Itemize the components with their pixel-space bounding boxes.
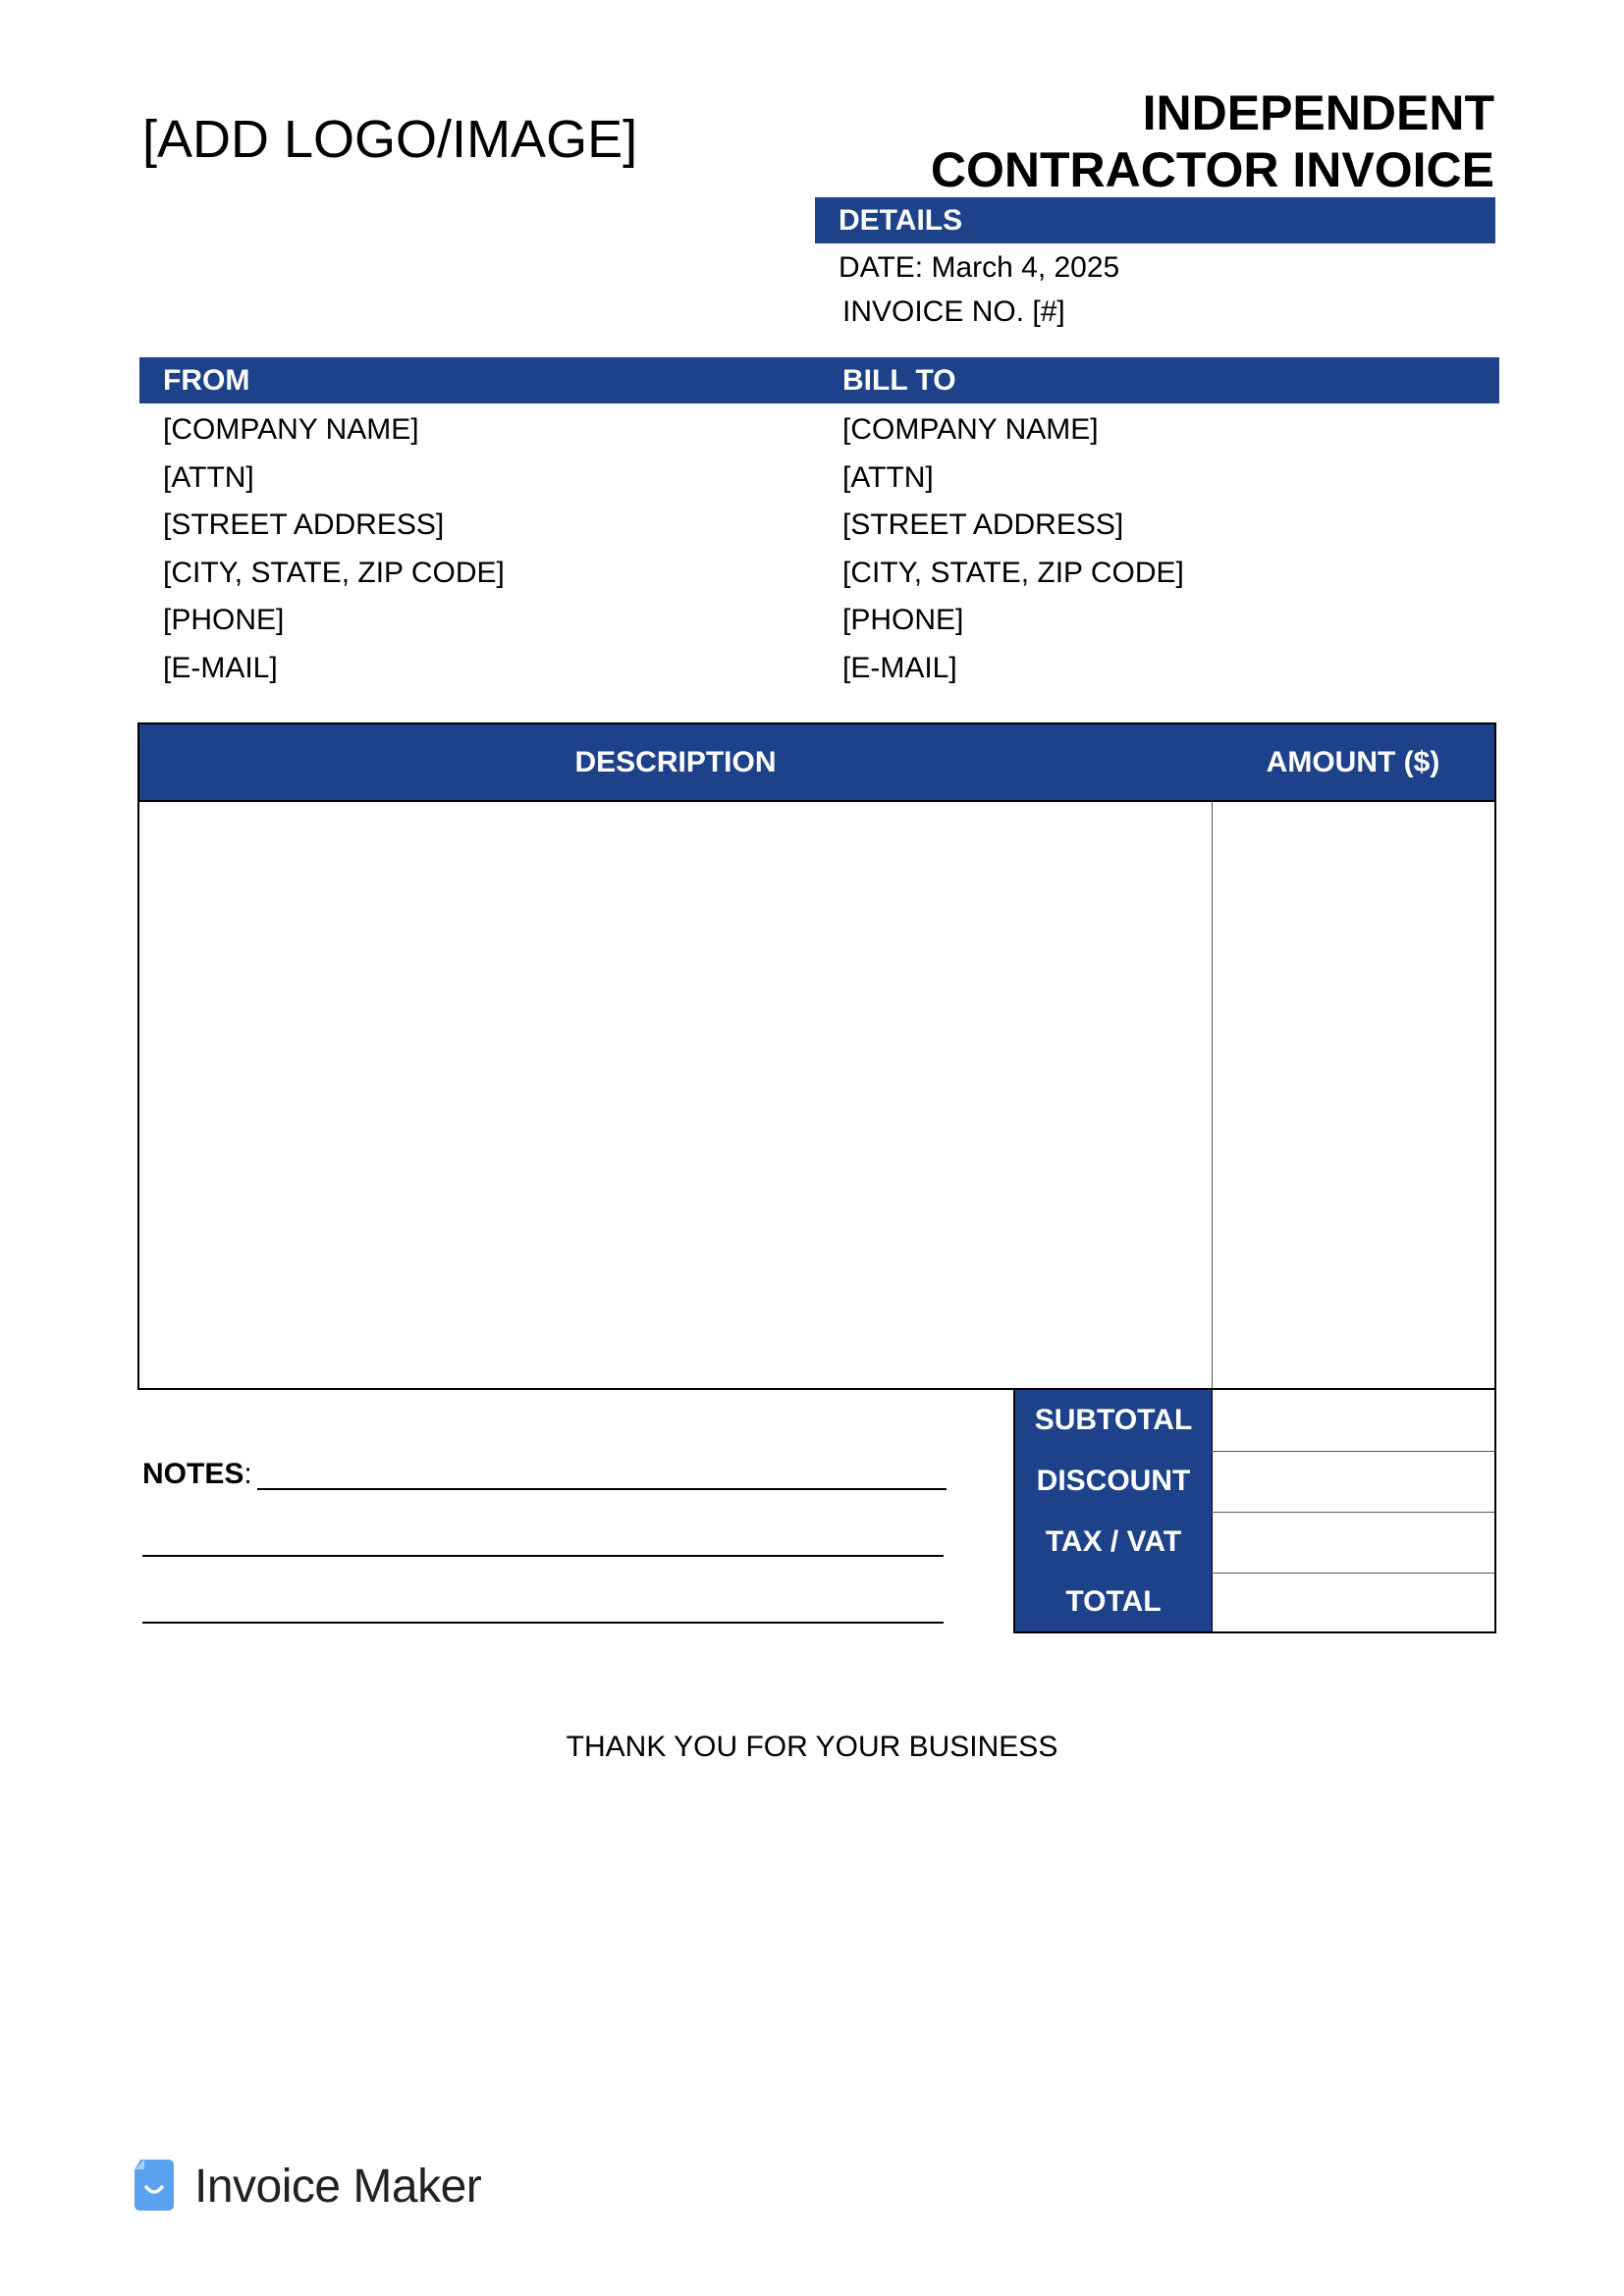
notes-line-3[interactable]: [142, 1622, 944, 1624]
from-city-state-zip[interactable]: [CITY, STATE, ZIP CODE]: [163, 556, 505, 589]
from-heading: FROM: [163, 364, 250, 397]
total-label: TOTAL: [1015, 1573, 1212, 1631]
invoice-title: [748, 84, 1494, 198]
bill-to-company-name[interactable]: [COMPANY NAME]: [842, 413, 1099, 446]
subtotal-label: SUBTOTAL: [1015, 1390, 1212, 1451]
invoice-date[interactable]: DATE: March 4, 2025: [839, 251, 1120, 284]
invoice-number[interactable]: INVOICE NO. [#]: [842, 295, 1065, 328]
details-header-bar: [815, 197, 1495, 243]
bill-to-heading: BILL TO: [842, 364, 956, 397]
bill-to-attn[interactable]: [ATTN]: [842, 460, 934, 494]
discount-value[interactable]: [1212, 1451, 1494, 1512]
from-company-name[interactable]: [COMPANY NAME]: [163, 413, 419, 446]
title-line-1: INDEPENDENT: [1142, 85, 1494, 140]
from-block: [163, 406, 505, 692]
from-street-address[interactable]: [STREET ADDRESS]: [163, 508, 445, 541]
notes-label: [142, 1457, 252, 1492]
invoice-maker-logo-icon: [135, 2160, 174, 2211]
brand-name: Invoice Maker: [194, 2161, 482, 2213]
from-email[interactable]: [E-MAIL]: [163, 651, 278, 684]
discount-label: DISCOUNT: [1015, 1451, 1212, 1512]
items-table-header: [139, 724, 1494, 802]
totals-row-divider: [1212, 1512, 1494, 1513]
details-heading: DETAILS: [839, 204, 963, 237]
thank-you-message: THANK YOU FOR YOUR BUSINESS: [566, 1731, 1058, 1763]
notes-line-2[interactable]: [142, 1555, 944, 1557]
amount-cell[interactable]: [1214, 802, 1494, 1388]
notes-label-text: NOTES: [142, 1458, 244, 1490]
amount-column-header: AMOUNT ($): [1266, 746, 1440, 778]
notes-line-1[interactable]: [257, 1488, 947, 1490]
bill-to-city-state-zip[interactable]: [CITY, STATE, ZIP CODE]: [842, 556, 1184, 589]
totals-table: [1013, 1390, 1496, 1633]
subtotal-value[interactable]: [1212, 1390, 1494, 1451]
bill-to-email[interactable]: [E-MAIL]: [842, 651, 957, 684]
tax-vat-value[interactable]: [1212, 1512, 1494, 1573]
logo-placeholder[interactable]: [ADD LOGO/IMAGE]: [142, 110, 638, 169]
notes-colon: :: [244, 1458, 252, 1490]
from-attn[interactable]: [ATTN]: [163, 460, 254, 494]
bill-to-block: [842, 406, 1184, 692]
description-column-header: DESCRIPTION: [574, 746, 777, 778]
tax-vat-label: TAX / VAT: [1015, 1512, 1212, 1573]
description-cell[interactable]: [139, 802, 1212, 1388]
column-divider: [1212, 802, 1213, 1388]
totals-row-divider: [1212, 1573, 1494, 1574]
party-header-bar: [139, 357, 1499, 403]
bill-to-street-address[interactable]: [STREET ADDRESS]: [842, 508, 1124, 541]
bill-to-phone[interactable]: [PHONE]: [842, 604, 964, 636]
items-table: [137, 722, 1496, 1390]
title-line-2: CONTRACTOR INVOICE: [930, 142, 1494, 197]
totals-row-divider: [1212, 1451, 1494, 1452]
from-phone[interactable]: [PHONE]: [163, 604, 285, 636]
total-value[interactable]: [1212, 1573, 1494, 1631]
